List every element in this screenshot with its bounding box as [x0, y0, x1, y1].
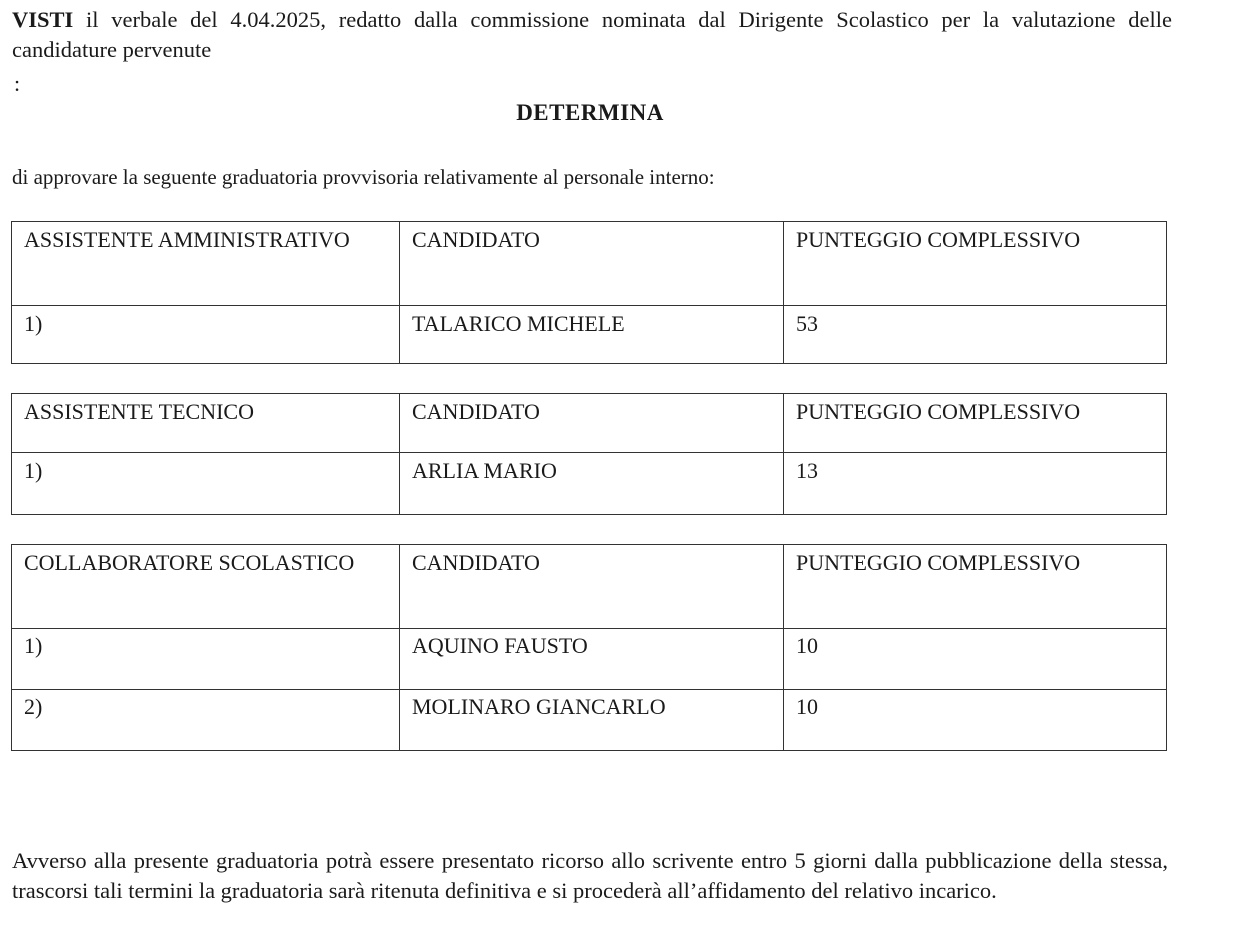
candidate-cell: TALARICO MICHELE [400, 306, 784, 364]
table-collaboratore-scolastico [11, 544, 1167, 751]
table-row [12, 629, 1167, 690]
rank-cell: 1) [12, 453, 400, 515]
table-row [12, 690, 1167, 751]
score-cell: 10 [784, 690, 1167, 751]
closing-paragraph: Avverso alla presente graduatoria potrà essere presentato ricorso allo scrivente entro 5 giorni dalla pubblicazione della stessa, trascorsi tali termini la graduatoria sarà ritenuta definitiva e si procederà all’affidamento del relativo incarico. [12, 848, 1168, 903]
header-score: PUNTEGGIO COMPLESSIVO [784, 545, 1167, 629]
score-cell: 13 [784, 453, 1167, 515]
candidate-cell: MOLINARO GIANCARLO [400, 690, 784, 751]
score-cell: 10 [784, 629, 1167, 690]
header-candidate: CANDIDATO [400, 545, 784, 629]
header-role: ASSISTENTE TECNICO [12, 394, 400, 453]
table-header-row [12, 545, 1167, 629]
rank-cell: 2) [12, 690, 400, 751]
header-score: PUNTEGGIO COMPLESSIVO [784, 394, 1167, 453]
table-header-row [12, 394, 1167, 453]
visti-text: il verbale del 4.04.2025, redatto dalla commissione nominata dal Dirigente Scolastico per la valutazione delle candidature pervenute [12, 7, 1172, 62]
header-candidate: CANDIDATO [400, 394, 784, 453]
table-header-row [12, 222, 1167, 306]
table-row [12, 306, 1167, 364]
visti-paragraph [12, 5, 1172, 65]
table-assistente-tecnico [11, 393, 1167, 515]
header-score: PUNTEGGIO COMPLESSIVO [784, 222, 1167, 306]
visti-label: VISTI [12, 7, 74, 32]
header-role: COLLABORATORE SCOLASTICO [12, 545, 400, 629]
score-cell: 53 [784, 306, 1167, 364]
header-candidate: CANDIDATO [400, 222, 784, 306]
candidate-cell: AQUINO FAUSTO [400, 629, 784, 690]
intro-text: di approvare la seguente graduatoria provvisoria relativamente al personale interno: [12, 165, 715, 189]
table-assistente-amministrativo [11, 221, 1167, 364]
rank-cell: 1) [12, 306, 400, 364]
rank-cell: 1) [12, 629, 400, 690]
header-role: ASSISTENTE AMMINISTRATIVO [12, 222, 400, 306]
determina-heading: DETERMINA [516, 100, 664, 125]
candidate-cell: ARLIA MARIO [400, 453, 784, 515]
colon-mark: : [14, 71, 21, 96]
table-row [12, 453, 1167, 515]
